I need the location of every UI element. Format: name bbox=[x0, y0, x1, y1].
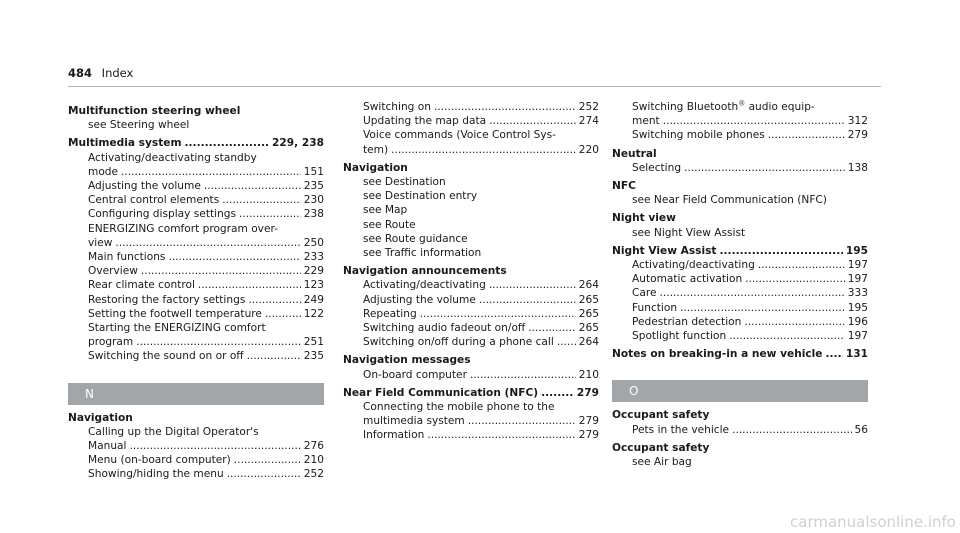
entry-text: Near Field Communication (NFC) bbox=[343, 386, 539, 399]
leader-dots bbox=[198, 278, 301, 292]
entry-text: Overview bbox=[88, 265, 138, 278]
entry-text: On-board computer bbox=[363, 368, 467, 381]
entry-text: Adjusting the volume bbox=[88, 180, 201, 193]
page-reference: 229 bbox=[303, 265, 324, 278]
page-reference: 151 bbox=[303, 165, 324, 178]
page-reference: 233 bbox=[303, 251, 324, 264]
subentry-text-continued: audio equip- bbox=[745, 101, 815, 113]
leader-dots bbox=[130, 439, 301, 453]
index-subentry-with-page bbox=[612, 329, 868, 343]
page-reference: 333 bbox=[847, 287, 868, 300]
index-subentry-with-page bbox=[612, 258, 868, 272]
index-subentry-with-page bbox=[343, 100, 599, 114]
section-letter-bar: O bbox=[612, 380, 868, 402]
entry-text: Manual bbox=[88, 440, 127, 453]
index-subentry-with-page bbox=[343, 307, 599, 321]
index-subentry-with-page bbox=[68, 236, 324, 250]
index-subentry-with-page bbox=[68, 467, 324, 481]
index-subentry bbox=[343, 246, 599, 260]
section-title: Index bbox=[101, 66, 134, 80]
page-reference: 197 bbox=[847, 273, 868, 286]
index-subentry-with-page bbox=[68, 165, 324, 179]
index-heading: NFC bbox=[612, 180, 636, 193]
index-heading-with-page bbox=[612, 244, 868, 258]
leader-dots bbox=[660, 286, 845, 300]
entry-text: Rear climate control bbox=[88, 279, 195, 292]
leader-dots bbox=[663, 114, 845, 128]
index-column-2 bbox=[343, 100, 599, 443]
leader-dots bbox=[248, 293, 300, 307]
entry-text: mode bbox=[88, 165, 119, 178]
page-reference: 264 bbox=[578, 336, 599, 349]
entry-text: Menu (on-board computer) bbox=[88, 454, 231, 467]
leader-dots bbox=[227, 467, 301, 481]
entry-text: Selecting bbox=[632, 161, 682, 174]
index-subentry bbox=[68, 222, 324, 236]
entry-text: Spotlight function bbox=[632, 330, 727, 343]
subentry-text: see Route bbox=[363, 218, 416, 231]
index-subentry bbox=[343, 128, 599, 142]
page-reference: 252 bbox=[303, 468, 324, 481]
index-subentry bbox=[343, 218, 599, 232]
index-subentry-with-page bbox=[68, 293, 324, 307]
subentry-text: Starting the ENERGIZING comfort bbox=[88, 322, 266, 335]
index-subentry-with-page bbox=[68, 179, 324, 193]
index-heading-with-page bbox=[612, 347, 868, 361]
entry-text: Activating/deactivating bbox=[632, 259, 755, 272]
entry-text: multimedia system bbox=[363, 415, 465, 428]
leader-dots bbox=[204, 179, 301, 193]
leader-dots bbox=[680, 301, 845, 315]
entry-text: Notes on breaking-in a new vehicle bbox=[612, 348, 823, 361]
index-subentry-with-page bbox=[343, 143, 599, 157]
leader-dots bbox=[434, 100, 576, 114]
page-reference: 265 bbox=[578, 322, 599, 335]
entry-text: Central control elements bbox=[88, 194, 220, 207]
leader-dots bbox=[185, 136, 270, 150]
index-subentry-with-page bbox=[343, 321, 599, 335]
leader-dots bbox=[557, 335, 576, 349]
page-reference: 131 bbox=[845, 348, 868, 361]
leader-dots bbox=[136, 335, 301, 349]
entry-text: Switching the sound on or off bbox=[88, 350, 244, 363]
index-subentry-with-page bbox=[612, 423, 868, 437]
leader-dots bbox=[427, 428, 575, 442]
index-subentry-with-page bbox=[612, 114, 868, 128]
leader-dots bbox=[141, 264, 301, 278]
index-subentry-with-page bbox=[68, 439, 324, 453]
index-heading: Navigation announcements bbox=[343, 265, 507, 278]
index-heading-with-page bbox=[68, 136, 324, 150]
index-subentry-with-page bbox=[612, 272, 868, 286]
entry-text: Pedestrian detection bbox=[632, 315, 742, 328]
subentry-text: see Night View Assist bbox=[632, 226, 746, 239]
index-subentry-with-page bbox=[343, 114, 599, 128]
index-heading: Occupant safety bbox=[612, 441, 710, 454]
registered-mark: ® bbox=[738, 99, 746, 108]
index-subentry bbox=[612, 100, 868, 114]
leader-dots bbox=[247, 349, 301, 363]
entry-text: Care bbox=[632, 287, 657, 300]
entry-text: Main functions bbox=[88, 251, 166, 264]
page-reference: 195 bbox=[845, 244, 868, 257]
page-reference: 210 bbox=[303, 454, 324, 467]
leader-dots bbox=[720, 244, 843, 258]
leader-dots bbox=[684, 161, 845, 175]
page-reference: 265 bbox=[578, 293, 599, 306]
entry-text: Configuring display settings bbox=[88, 208, 237, 221]
page-reference: 138 bbox=[847, 161, 868, 174]
index-subentry bbox=[612, 193, 868, 207]
leader-dots bbox=[168, 250, 300, 264]
subentry-text: Voice commands (Voice Control Sys- bbox=[363, 129, 557, 142]
page-reference: 238 bbox=[303, 208, 324, 221]
page-reference: 279 bbox=[847, 129, 868, 142]
subentry-text: see Steering wheel bbox=[88, 119, 190, 132]
page-reference: 220 bbox=[578, 143, 599, 156]
leader-dots bbox=[479, 293, 576, 307]
page-number: 484 bbox=[68, 66, 93, 80]
index-subentry-with-page bbox=[343, 293, 599, 307]
index-heading: Night view bbox=[612, 212, 676, 225]
leader-dots bbox=[528, 321, 576, 335]
index-subentry-with-page bbox=[612, 315, 868, 329]
leader-dots bbox=[744, 315, 844, 329]
index-subentry bbox=[343, 189, 599, 203]
subentry-text: Connecting the mobile phone to the bbox=[363, 401, 555, 414]
leader-dots bbox=[121, 165, 301, 179]
entry-text: Switching on bbox=[363, 101, 431, 113]
subentry-text: see Route guidance bbox=[363, 232, 468, 245]
subentry-text: see Destination bbox=[363, 176, 446, 189]
page-reference: 249 bbox=[303, 293, 324, 306]
leader-dots bbox=[732, 423, 851, 437]
subentry-text: see Air bag bbox=[632, 456, 692, 469]
leader-dots bbox=[541, 386, 574, 400]
index-subentry bbox=[68, 321, 324, 335]
page-reference: 279 bbox=[578, 415, 599, 428]
index-subentry-with-page bbox=[68, 193, 324, 207]
page-reference: 230 bbox=[303, 194, 324, 207]
page-reference: 264 bbox=[578, 279, 599, 292]
index-subentry-with-page bbox=[612, 161, 868, 175]
page-reference: 279 bbox=[578, 429, 599, 442]
entry-text: Showing/hiding the menu bbox=[88, 468, 224, 481]
entry-text: Function bbox=[632, 301, 678, 314]
page-reference: 122 bbox=[303, 307, 324, 320]
entry-text: Activating/deactivating bbox=[363, 279, 486, 292]
page-reference: 123 bbox=[303, 279, 324, 292]
index-heading-with-page bbox=[343, 386, 599, 400]
subentry-text: see Destination entry bbox=[363, 190, 478, 203]
entry-text: Updating the map data bbox=[363, 115, 487, 128]
index-subentry bbox=[343, 203, 599, 217]
index-subentry-with-page bbox=[343, 335, 599, 349]
page-reference: 274 bbox=[578, 115, 599, 128]
page-reference: 196 bbox=[847, 315, 868, 328]
leader-dots bbox=[115, 236, 300, 250]
page-reference: 250 bbox=[303, 236, 324, 249]
subentry-text: ENERGIZING comfort program over- bbox=[88, 222, 278, 235]
index-subentry-with-page bbox=[68, 335, 324, 349]
page-reference: 229, 238 bbox=[272, 137, 324, 150]
index-subentry bbox=[612, 455, 868, 469]
index-subentry bbox=[68, 118, 324, 132]
index-subentry-with-page bbox=[68, 453, 324, 467]
page-reference: 197 bbox=[847, 330, 868, 343]
index-subentry bbox=[612, 226, 868, 240]
entry-text: Night View Assist bbox=[612, 244, 717, 257]
subentry-text: see Traffic information bbox=[363, 247, 482, 260]
entry-text: Setting the footwell temperature bbox=[88, 307, 262, 320]
index-subentry-with-page bbox=[612, 286, 868, 300]
index-subentry-with-page bbox=[343, 278, 599, 292]
page-reference: 251 bbox=[303, 336, 324, 349]
leader-dots bbox=[758, 258, 845, 272]
page-reference: 197 bbox=[847, 259, 868, 272]
subentry-text: see Map bbox=[363, 204, 408, 217]
leader-dots bbox=[489, 114, 576, 128]
index-subentry-with-page bbox=[343, 368, 599, 382]
subentry-text: Activating/deactivating standby bbox=[88, 151, 257, 164]
leader-dots bbox=[745, 272, 845, 286]
entry-text: ment bbox=[632, 115, 660, 128]
index-subentry-with-page bbox=[68, 264, 324, 278]
index-heading: Neutral bbox=[612, 147, 657, 160]
index-subentry-with-page bbox=[68, 250, 324, 264]
index-heading: Navigation bbox=[343, 161, 408, 174]
leader-dots bbox=[470, 368, 576, 382]
leader-dots bbox=[826, 347, 843, 361]
entry-text: Switching on/off during a phone call bbox=[363, 336, 554, 349]
leader-dots bbox=[265, 307, 301, 321]
index-subentry bbox=[68, 151, 324, 165]
subentry-text: Switching Bluetooth bbox=[632, 101, 739, 113]
page-reference: 235 bbox=[303, 350, 324, 363]
page-reference: 252 bbox=[578, 101, 599, 113]
entry-text: Switching mobile phones bbox=[632, 129, 765, 142]
page-header bbox=[68, 66, 133, 80]
page-reference: 235 bbox=[303, 180, 324, 193]
index-subentry bbox=[68, 425, 324, 439]
entry-text: tem) bbox=[363, 143, 389, 156]
leader-dots bbox=[729, 329, 845, 343]
page-reference: 276 bbox=[303, 440, 324, 453]
page-reference: 210 bbox=[578, 368, 599, 381]
header-divider bbox=[68, 86, 881, 87]
index-subentry-with-page bbox=[68, 349, 324, 363]
entry-text: Multimedia system bbox=[68, 137, 182, 150]
page-reference: 312 bbox=[847, 115, 868, 128]
subentry-text: Calling up the Digital Operator's bbox=[88, 425, 259, 438]
leader-dots bbox=[222, 193, 301, 207]
leader-dots bbox=[234, 453, 301, 467]
entry-text: Switching audio fadeout on/off bbox=[363, 322, 526, 335]
entry-text: view bbox=[88, 236, 113, 249]
index-subentry-with-page bbox=[612, 128, 868, 142]
page-reference: 279 bbox=[576, 386, 599, 399]
index-subentry-with-page bbox=[68, 278, 324, 292]
entry-text: Automatic activation bbox=[632, 273, 743, 286]
section-letter-bar: N bbox=[68, 383, 324, 405]
leader-dots bbox=[239, 207, 301, 221]
index-subentry-with-page bbox=[343, 428, 599, 442]
subentry-text: see Near Field Communication (NFC) bbox=[632, 194, 827, 207]
index-subentry-with-page bbox=[68, 207, 324, 221]
index-subentry bbox=[343, 232, 599, 246]
leader-dots bbox=[768, 128, 845, 142]
page-reference: 56 bbox=[854, 423, 868, 436]
entry-text: Adjusting the volume bbox=[363, 293, 476, 306]
index-heading: Multifunction steering wheel bbox=[68, 105, 241, 117]
leader-dots bbox=[391, 143, 576, 157]
page-reference: 265 bbox=[578, 307, 599, 320]
index-heading: Occupant safety bbox=[612, 409, 710, 422]
page-reference: 195 bbox=[847, 301, 868, 314]
leader-dots bbox=[420, 307, 576, 321]
entry-text: Repeating bbox=[363, 307, 417, 320]
index-column-3 bbox=[612, 100, 868, 469]
index-subentry-with-page bbox=[612, 301, 868, 315]
entry-text: program bbox=[88, 336, 134, 349]
entry-text: Information bbox=[363, 429, 425, 442]
watermark: carmanualsonline.info bbox=[790, 513, 956, 531]
index-column-1 bbox=[68, 100, 324, 482]
index-subentry-with-page bbox=[343, 414, 599, 428]
entry-text: Pets in the vehicle bbox=[632, 423, 730, 436]
leader-dots bbox=[489, 278, 576, 292]
index-subentry bbox=[343, 175, 599, 189]
index-subentry bbox=[343, 400, 599, 414]
leader-dots bbox=[468, 414, 576, 428]
index-heading: Navigation messages bbox=[343, 354, 471, 367]
index-subentry-with-page bbox=[68, 307, 324, 321]
entry-text: Restoring the factory settings bbox=[88, 293, 246, 306]
index-heading: Navigation bbox=[68, 411, 133, 424]
